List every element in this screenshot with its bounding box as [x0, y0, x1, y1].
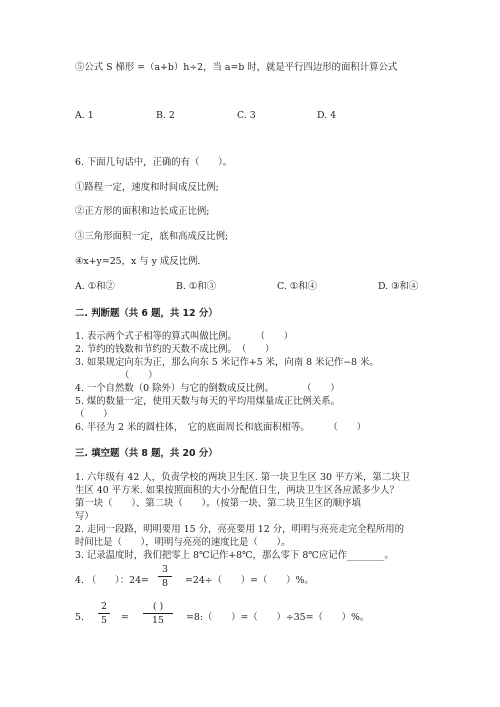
- q6-option-b[interactable]: B. ①和③: [176, 281, 217, 292]
- q6-item-4: ④x+y=25，x 与 y 成反比例.: [75, 256, 201, 267]
- section-2-title: 二. 判断题（共 6 题，共 12 分）: [75, 308, 218, 319]
- q6-stem: 6. 下面几句话中，正确的有（ ）。: [75, 157, 233, 168]
- fill-q1-line-3: 第一块（ ）、第二块（ ）。（按第一块、第二块卫生区的顺序填: [75, 498, 361, 509]
- judge-q6: 6. 半径为 2 米的圆柱体， 它的底面周长和底面积相等。 （ ）: [75, 422, 367, 433]
- fill-q5-equals: =: [121, 612, 129, 623]
- judge-q2: 2. 节约的钱数和节约的天数不成比例。 （ ）: [75, 344, 275, 355]
- q6-item-3: ③三角形面积一定，底和高成反比例;: [75, 231, 229, 242]
- q6-item-1: ①路程一定，速度和时间成反比例;: [75, 182, 219, 193]
- section-3-title: 三. 填空题（共 8 题，共 20 分）: [75, 448, 218, 459]
- fill-q3: 3. 记录温度时，我们把零上 8℃记作+8℃，那么零下 8℃应记作________。: [75, 550, 394, 561]
- fill-q5-fraction-1: [98, 601, 110, 626]
- fraction-numerator: 3: [162, 564, 168, 575]
- judge-q4: 4. 一个自然数（0 除外）与它的倒数成反比例。 （ ）: [75, 383, 340, 394]
- q6-option-c[interactable]: C. ①和④: [277, 281, 317, 292]
- q6-option-a[interactable]: A. ①和②: [75, 281, 115, 292]
- fill-q2-line-2: 时间比是（ ），明明与亮亮的速度比是（ ）。: [75, 537, 291, 548]
- q6-item-2: ②正方形的面积和边长成正比例;: [75, 206, 210, 217]
- fill-q4-prefix: 4. （ ）：24=: [75, 575, 149, 586]
- fill-q1-line-4: 写）: [75, 511, 94, 522]
- fill-q1-line-1: 1. 六年级有 42 人，负责学校的两块卫生区. 第一块卫生区 30 平方米，第二块卫: [75, 472, 410, 483]
- fraction-denominator: 5: [101, 615, 107, 626]
- judge-q3: 3. 如果规定向东为正，那么向东 5 米记作+5 米，向南 8 米记作−8 米。: [75, 357, 379, 368]
- q5-option-c[interactable]: C. 3: [237, 110, 256, 121]
- fill-q5-fraction-2[interactable]: [143, 601, 173, 626]
- q5-item-5: ⑤公式 S 梯形 =（a+b）h÷2，当 a=b 时，就是平行四边形的面积计算公式: [75, 62, 398, 73]
- judge-q3-blank[interactable]: （ ）: [120, 370, 158, 381]
- fraction-numerator-blank[interactable]: ( ): [152, 601, 164, 612]
- fill-q4-fraction: [158, 564, 172, 589]
- q5-option-d[interactable]: D. 4: [317, 110, 337, 121]
- q6-option-d[interactable]: D. ③和④: [378, 281, 419, 292]
- fill-q5-suffix: =8:（ ）=（ ）÷35=（ ）%。: [186, 612, 370, 623]
- q5-option-a[interactable]: A. 1: [75, 110, 94, 121]
- judge-q5-blank[interactable]: （ ）: [75, 409, 113, 420]
- fill-q5-prefix: 5.: [75, 612, 84, 623]
- judge-q1: 1. 表示两个式子相等的算式叫做比例。 （ ）: [75, 331, 294, 342]
- fraction-denominator: 15: [152, 615, 164, 626]
- fill-q1-line-2: 生区 40 平方米. 如果按照面积的大小分配值日生，两块卫生区各应派多少人？: [75, 485, 399, 496]
- fill-q4-suffix: =24÷（ ）=（ ）%。: [185, 575, 314, 586]
- fraction-numerator: 2: [101, 601, 107, 612]
- judge-q5: 5. 煤的数量一定，使用天数与每天的平均用煤量成正比例关系。: [75, 396, 341, 407]
- fill-q2-line-1: 2. 走同一段路，明明要用 15 分，亮亮要用 12 分，明明与亮亮走完全程所用的: [75, 524, 404, 535]
- q5-option-b[interactable]: B. 2: [156, 110, 175, 121]
- fraction-denominator: 8: [162, 578, 168, 589]
